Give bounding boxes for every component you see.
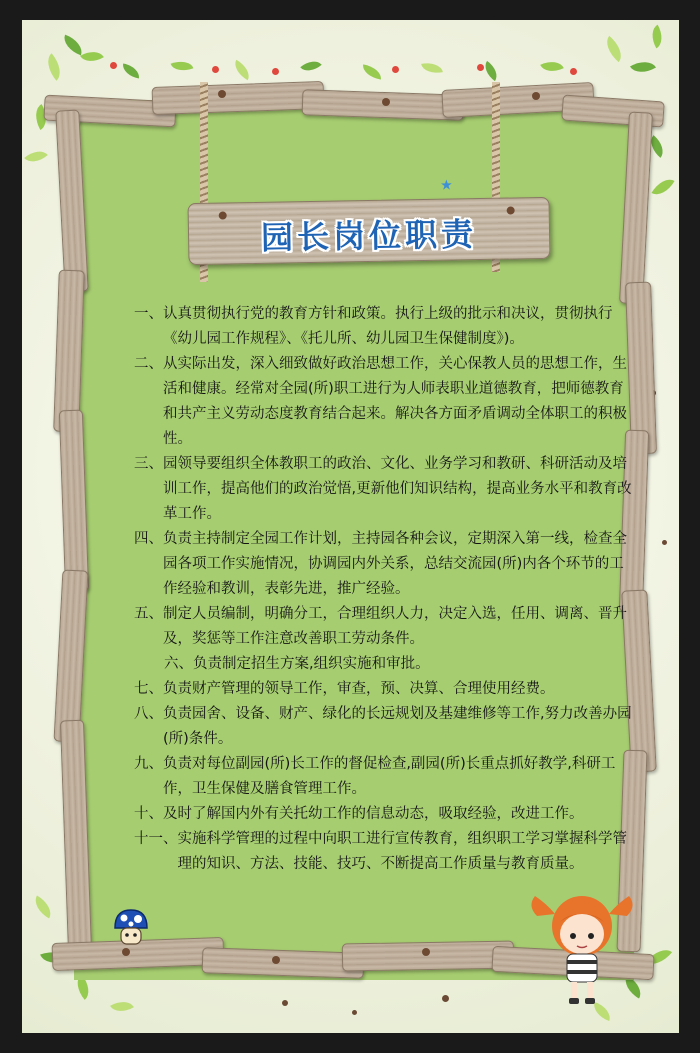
duty-item: 十一、 实施科学管理的过程中向职工进行宣传教育，组织职工学习掌握科学管理的知识、方法、技能、技巧、不断提高工作质量与教育质量。 — [134, 831, 627, 872]
duty-item: 七、 负责财产管理的领导工作，审查，预、决算、合理使用经费。 — [134, 681, 555, 697]
duty-item: 十、 及时了解国内外有关托幼工作的信息动态，吸取经验，改进工作。 — [134, 806, 584, 822]
blue-mushroom-icon — [112, 908, 150, 948]
duty-item: 一、 认真贯彻执行党的教育方针和政策。执行上级的批示和决议，贯彻执行《幼儿园工作规程》、《托儿所、幼儿园卫生保健制度》)。 — [134, 306, 613, 347]
poster — [22, 20, 679, 1033]
cartoon-girl-icon — [527, 886, 637, 1006]
duty-item: 三、 园领导要组织全体教职工的政治、文化、业务学习和教研、科研活动及培训工作，提高他们的政治觉悟,更新他们知识结构，提高业务水平和教育改革工作。 — [134, 456, 632, 522]
page-title: 园长岗位职责 — [260, 215, 478, 257]
bird-icon: ★ — [440, 177, 453, 194]
duties-list — [134, 302, 632, 877]
duty-item: 二、 从实际出发，深入细致做好政治思想工作，关心保教人员的思想工作，生活和健康。经常对全园(所)职工进行为人师表职业道德教育，把师德教育和共产主义劳动态度教育结合起来。解决各方面矛盾调动全体职工的积极性。 — [134, 356, 627, 447]
duty-item: 五、 制定人员编制，明确分工，合理组织人力，决定入选，任用、调离、晋升及，奖惩等工作注意改善职工劳动条件。 — [134, 606, 627, 647]
duty-item: 六、 负责制定招生方案,组织实施和审批。 — [164, 656, 430, 672]
duty-item: 九、 负责对每位副园(所)长工作的督促检查,副园(所)长重点抓好教学,科研工作，卫生保健及膳食管理工作。 — [134, 756, 616, 797]
duty-item: 八、 负责园舍、设备、财产、绿化的长远规划及基建维修等工作,努力改善办园(所)条件。 — [134, 706, 632, 747]
duty-item: 四、 负责主持制定全园工作计划，主持园各种会议，定期深入第一线，检查全园各项工作实施情况，协调园内外关系，总结交流园(所)内各个环节的工作经验和教训，表彰先进，推广经验。 — [134, 531, 627, 597]
title-sign — [187, 177, 550, 265]
